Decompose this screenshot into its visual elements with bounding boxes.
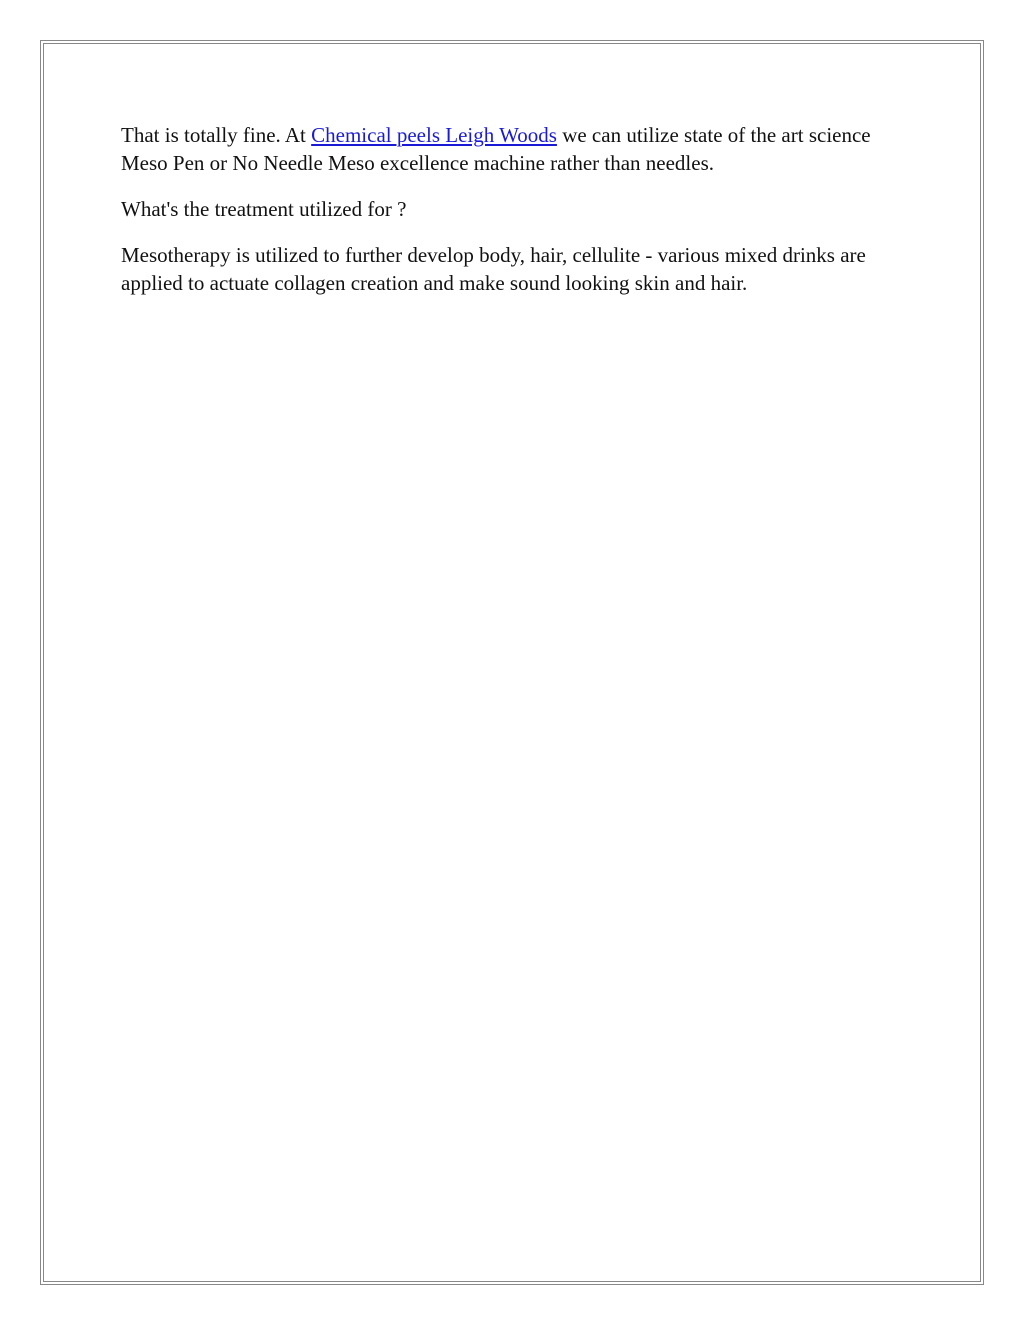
chemical-peels-link[interactable]: Chemical peels Leigh Woods (311, 123, 557, 147)
document-body (121, 121, 901, 315)
paragraph-question: What's the treatment utilized for ? (121, 197, 407, 221)
paragraph-intro-after: we can utilize state of the art science Meso Pen or No Needle Meso excellence machine rather than needles. (121, 123, 871, 175)
paragraph-intro-before: That is totally fine. At (121, 123, 312, 147)
paragraph-intro (121, 121, 901, 177)
document-page (40, 40, 984, 1285)
paragraph-mesotherapy: Mesotherapy is utilized to further develop body, hair, cellulite - various mixed drinks are applied to actuate collagen creation and make sound looking skin and hair. (121, 243, 866, 295)
